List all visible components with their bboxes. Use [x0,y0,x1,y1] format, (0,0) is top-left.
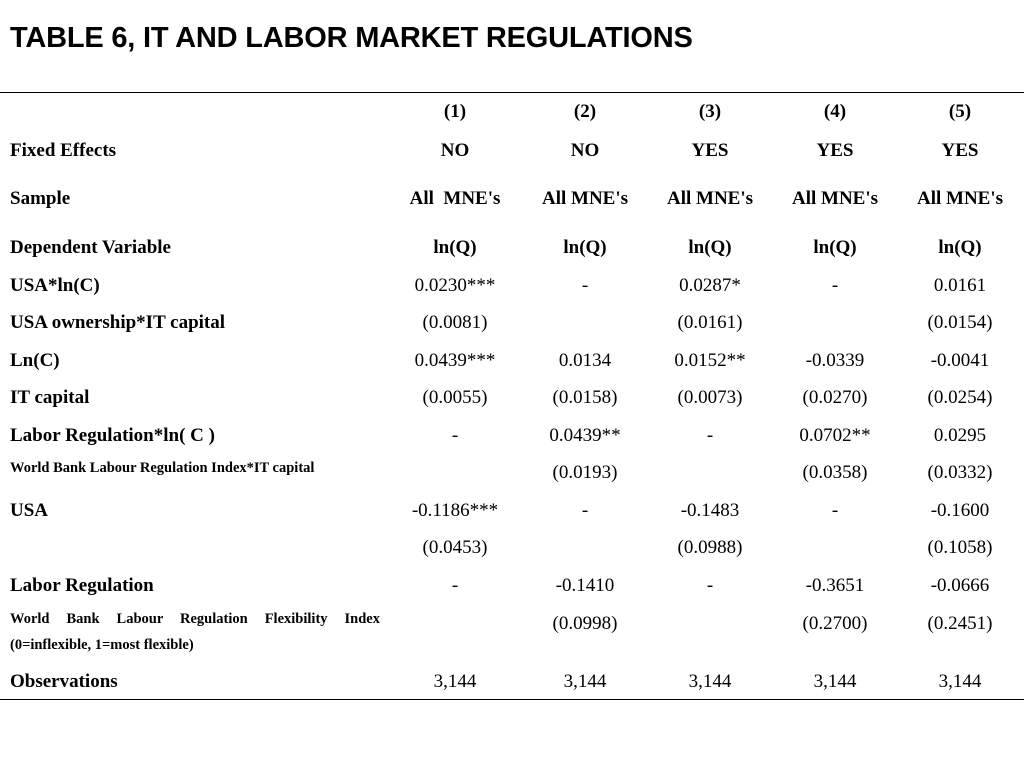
table-cell: (0.0453) [422,537,488,558]
table-row [0,346,1024,376]
row-label: USA ownership*IT capital [10,312,226,333]
row-label [10,533,380,563]
column-header-3: (3) [698,101,722,122]
table-cell: 0.0702** [799,425,871,446]
table-cell [645,458,775,488]
table-cell: (0.0193) [552,462,618,483]
column-header-row [0,97,1024,127]
table-row [0,184,1024,214]
table-cell: (0.0081) [422,312,488,333]
table-cell: 3,144 [433,671,477,692]
table-cell: - [581,500,589,521]
table-cell: 3,144 [688,671,732,692]
row-label: Labor Regulation*ln( C ) [10,425,215,446]
table-cell: All MNE's [916,188,1004,209]
table-cell: -0.0666 [930,575,990,596]
table-cell: 0.0295 [933,425,987,446]
table-cell: - [831,500,839,521]
table-cell: All MNE's [409,188,501,209]
table-cell: - [451,575,459,596]
table-cell: YES [691,140,729,161]
table-cell: YES [941,140,979,161]
table-row [0,458,1024,488]
column-header-2: (2) [573,101,597,122]
table-cell: ln(Q) [433,237,477,258]
table-cell: 0.0134 [558,350,612,371]
column-header-4: (4) [823,101,847,122]
table-cell: -0.3651 [805,575,865,596]
table-cell: (0.0358) [802,462,868,483]
table-cell: 3,144 [938,671,982,692]
column-header-1: (1) [443,101,467,122]
table-cell: - [581,275,589,296]
table-cell: - [706,425,714,446]
table-cell: All MNE's [791,188,879,209]
row-label-line-1: World Bank Labour Regulation Flexibility Index [10,611,380,627]
row-label: Observations [10,671,118,692]
table-cell: 0.0439** [549,425,621,446]
table-cell: 3,144 [813,671,857,692]
table-title: TABLE 6, IT AND LABOR MARKET REGULATIONS [10,22,693,54]
table-cell: -0.1186*** [411,500,499,521]
table-cell: (0.0254) [927,387,993,408]
table-cell: (0.0270) [802,387,868,408]
row-label-line-2: (0=inflexible, 1=most flexible) [10,637,194,653]
row-label: USA [10,500,49,521]
table-top-rule [0,92,1024,93]
table-cell: (0.0332) [927,462,993,483]
table-cell: -0.0339 [805,350,865,371]
table-cell: All MNE's [541,188,629,209]
table-row [0,606,1024,660]
table-cell: -0.1483 [680,500,740,521]
table-cell: (0.2451) [927,613,993,634]
table-cell: (0.0161) [677,312,743,333]
table-cell: -0.1410 [555,575,615,596]
row-label: USA*ln(C) [10,275,100,296]
table-cell: (0.0154) [927,312,993,333]
table-cell [770,308,900,338]
table-cell: YES [816,140,854,161]
table-cell [390,458,520,488]
table-cell [390,606,520,642]
table-cell: - [831,275,839,296]
table-cell [520,308,650,338]
table-row [0,271,1024,301]
table-row [0,533,1024,563]
table-cell: (0.0055) [422,387,488,408]
table-cell: (0.0998) [552,613,618,634]
row-label [10,606,380,660]
table-cell: (0.0073) [677,387,743,408]
table-bottom-rule [0,699,1024,700]
table-cell: (0.0158) [552,387,618,408]
table-cell: ln(Q) [563,237,607,258]
row-label: Fixed Effects [10,140,117,161]
table-cell: -0.0041 [930,350,990,371]
table-cell: 0.0161 [933,275,987,296]
table-cell: NO [440,140,470,161]
table-cell [520,533,650,563]
table-row [0,667,1024,697]
table-cell: (0.0988) [677,537,743,558]
table-row [0,496,1024,526]
table-cell: NO [570,140,600,161]
row-label: Dependent Variable [10,237,171,258]
table-row [0,136,1024,166]
table-row [0,383,1024,413]
table-row [0,308,1024,338]
table-cell: 3,144 [563,671,607,692]
table-cell: 0.0439*** [414,350,496,371]
table-cell: 0.0230*** [414,275,496,296]
row-label: Ln(C) [10,350,60,371]
table-cell: -0.1600 [930,500,990,521]
row-label: Labor Regulation [10,575,154,596]
table-cell: (0.2700) [802,613,868,634]
table-cell: ln(Q) [813,237,857,258]
row-label: IT capital [10,387,90,408]
row-label: Sample [10,188,71,209]
table-row [0,571,1024,601]
table-cell [645,606,775,642]
table-cell: 0.0287* [679,275,741,296]
row-label: World Bank Labour Regulation Index*IT capital [10,460,315,476]
table-cell: ln(Q) [938,237,982,258]
table-cell: - [451,425,459,446]
table-cell [770,533,900,563]
column-header-5: (5) [948,101,972,122]
table-cell: (0.1058) [927,537,993,558]
table-cell: All MNE's [666,188,754,209]
table-cell: ln(Q) [688,237,732,258]
table-cell: - [706,575,714,596]
table-row [0,421,1024,451]
table-cell: 0.0152** [674,350,746,371]
table-row [0,233,1024,263]
